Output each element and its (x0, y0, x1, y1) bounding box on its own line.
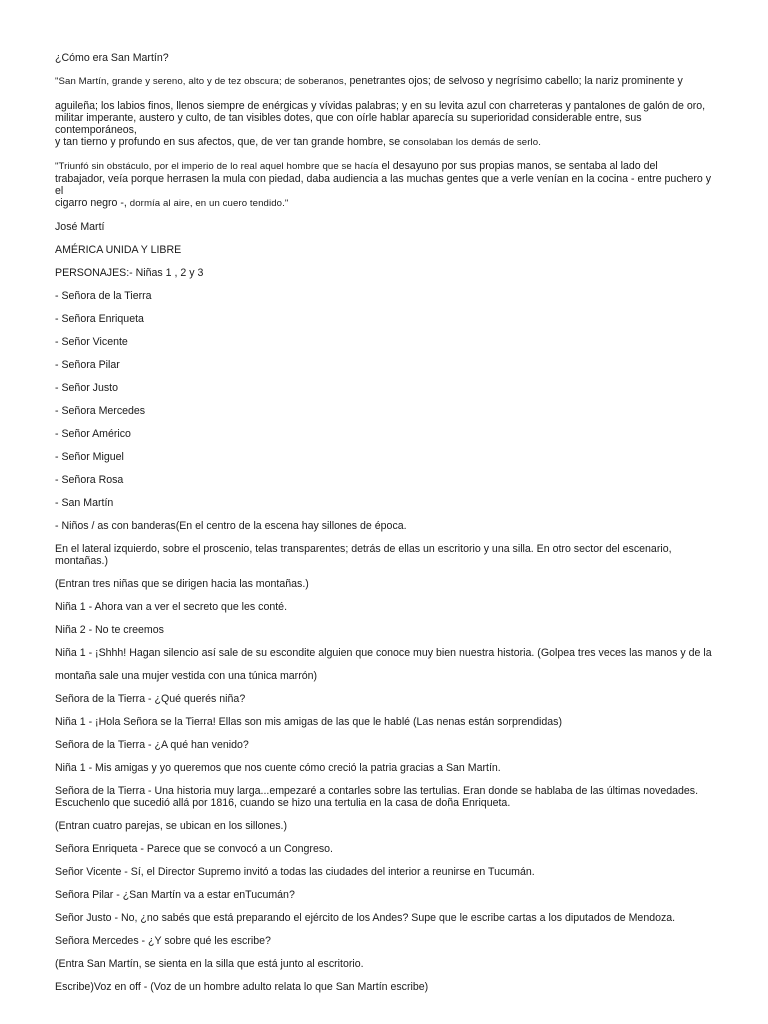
spacer (55, 682, 715, 693)
spacer (55, 901, 715, 912)
spacer (55, 613, 715, 624)
character-item: - Señora Mercedes (55, 404, 146, 417)
dialogue-line: Señor Justo - No, ¿no sabés que está preparando el ejército de los Andes? Supe que le escribe cartas a los diputados de Mendoza. (55, 912, 676, 924)
quote2-line1 (55, 160, 715, 173)
spacer (55, 394, 715, 405)
character-item: - Señor Miguel (55, 450, 124, 463)
quote2-line3-spaced: dormía al aire, en un cuero tendido." (129, 197, 289, 209)
spacer (55, 210, 715, 221)
dialogue-line: Señora Pilar - ¿San Martín va a estar enTucumán? (55, 889, 295, 901)
spacer (55, 590, 715, 601)
quote1-line1 (55, 75, 715, 88)
quote2-line3-start: cigarro negro -, (55, 196, 130, 209)
spacer (55, 302, 715, 313)
spacer (55, 832, 715, 843)
spacer (55, 348, 715, 359)
dialogue-line: Señora Mercedes - ¿Y sobre qué les escribe? (55, 935, 271, 947)
character-item: - San Martín (55, 496, 114, 509)
spacer (55, 567, 715, 578)
dialogue-line: Niña 2 - No te creemos (55, 623, 164, 636)
characters-list (55, 290, 715, 509)
spacer (55, 463, 715, 474)
quote-san-martin-description (55, 75, 715, 149)
quote1-line3: militar imperante, austero y culto, de tan visibles dotes, que con oírle hablar aparecía su superioridad considerable entre, sus contemporáneos, (55, 111, 642, 136)
character-item: - Señor Vicente (55, 335, 128, 348)
stage-direction: Escribe)Voz en off - (Voz de un hombre adulto relata lo que San Martín escribe) (55, 981, 429, 993)
dialogue-line: Niña 1 - ¡Hola Señora se la Tierra! Ellas son mis amigas de las que le hablé (Las nenas están sorprendidas) (55, 716, 562, 728)
dialogue-line: Niña 1 - Mis amigas y yo queremos que nos cuente cómo creció la patria gracias a San Martín. (55, 762, 501, 774)
character-item: - Señora Pilar (55, 358, 120, 371)
spacer (55, 279, 715, 290)
quote1-line4-spaced: consolaban los demás de serlo. (403, 136, 541, 148)
spacer (55, 924, 715, 935)
quote1-line4 (55, 136, 715, 149)
spacer (55, 947, 715, 958)
spacer (55, 233, 715, 244)
characters-heading: PERSONAJES:- Niñas 1 , 2 y 3 (55, 266, 204, 279)
quote2-line2: trabajador, veía porque herrasen la mula con piedad, daba audiencia a las muchas gentes que a verle venían en la cocina - entre puchero y el (55, 172, 712, 197)
dialogue-line: Señora de la Tierra - Una historia muy larga...empezaré a contarles sobre las tertulias. Eran donde se hablaba de las últimas novedades. (55, 785, 699, 797)
spacer (55, 417, 715, 428)
quote2-line3 (55, 197, 715, 210)
spacer (55, 486, 715, 497)
spacer (55, 809, 715, 820)
dialogue-line: Niña 1 - Ahora van a ver el secreto que les conté. (55, 600, 288, 613)
spacer (55, 659, 715, 671)
character-item: - Señora Rosa (55, 473, 124, 486)
dialogue-line: Señora de la Tierra - ¿A qué han venido? (55, 739, 249, 751)
quote-san-martin-humility (55, 160, 715, 210)
character-item: - Señor Américo (55, 427, 131, 440)
character-item: - Señora de la Tierra (55, 289, 152, 302)
spacer (55, 705, 715, 716)
spacer (55, 256, 715, 267)
quote1-line4-start: y tan tierno y profundo en sus afectos, que, de ver tan grande hombre, se (55, 135, 404, 148)
spacer (55, 728, 715, 739)
kids-with-flags-line: - Niños / as con banderas(En el centro de la escena hay sillones de época. (55, 519, 407, 532)
stage-setup: En el lateral izquierdo, sobre el proscenio, telas transparentes; detrás de ellas un escritorio y una silla. En otro sector del escenario, montañas.) (55, 542, 672, 567)
stage-direction: (Entran cuatro parejas, se ubican en los sillones.) (55, 820, 288, 832)
character-item: - Señor Justo (55, 381, 119, 394)
spacer (55, 878, 715, 889)
character-item: - Señora Enriqueta (55, 312, 144, 325)
spacer (55, 440, 715, 451)
quote1-lead: "San Martín, grande y sereno, alto y de tez obscura; de soberanos, (55, 76, 347, 87)
quote1-line2: aguileña; los labios finos, llenos siempre de enérgicas y vívidas palabras; y en su levita azul con charreteras y pantalones de galón de oro, (55, 99, 706, 112)
dialogue-line: Niña 1 - ¡Shhh! Hagan silencio así sale de su escondite alguien que conoce muy bien nuestra historia. (Golpea tres veces las manos y de la (55, 646, 712, 659)
document-heading: ¿Cómo era San Martín? (55, 52, 169, 64)
dialogue-line: Señora Enriqueta - Parece que se convocó a un Congreso. (55, 843, 333, 855)
spacer (55, 751, 715, 762)
spacer (55, 88, 715, 100)
spacer (55, 371, 715, 382)
dialogue-line-continued: montaña sale una mujer vestida con una túnica marrón) (55, 670, 318, 682)
quote2-lead: "Triunfó sin obstáculo, por el imperio de lo real aquel hombre que se hacía (55, 160, 379, 172)
dialogue-line: Señora de la Tierra - ¿Qué querés niña? (55, 693, 246, 705)
dialogue-line: Señor Vicente - Sí, el Director Supremo invitó a todas las ciudades del interior a reunirse en Tucumán. (55, 866, 535, 878)
spacer (55, 64, 715, 75)
spacer (55, 636, 715, 647)
spacer (55, 149, 715, 160)
quote2-line1-rest: el desayuno por sus propias manos, se sentaba al lado del (378, 159, 658, 172)
spacer (55, 970, 715, 981)
play-title: AMÉRICA UNIDA Y LIBRE (55, 243, 182, 256)
spacer (55, 325, 715, 336)
dialogue-line-continued: Escuchenlo que sucedió allá por 1816, cuando se hizo una tertulia en la casa de doña Enriqueta. (55, 797, 511, 809)
stage-direction: (Entra San Martín, se sienta en la silla que está junto al escritorio. (55, 958, 364, 970)
spacer (55, 532, 715, 543)
spacer (55, 774, 715, 785)
document-body (55, 52, 715, 993)
stage-direction: (Entran tres niñas que se dirigen hacia las montañas.) (55, 577, 309, 590)
spacer (55, 855, 715, 866)
quote-author: José Martí (55, 220, 105, 233)
quote1-line1-rest: penetrantes ojos; de selvoso y negrísimo cabello; la nariz prominente y (346, 75, 683, 87)
spacer (55, 509, 715, 520)
